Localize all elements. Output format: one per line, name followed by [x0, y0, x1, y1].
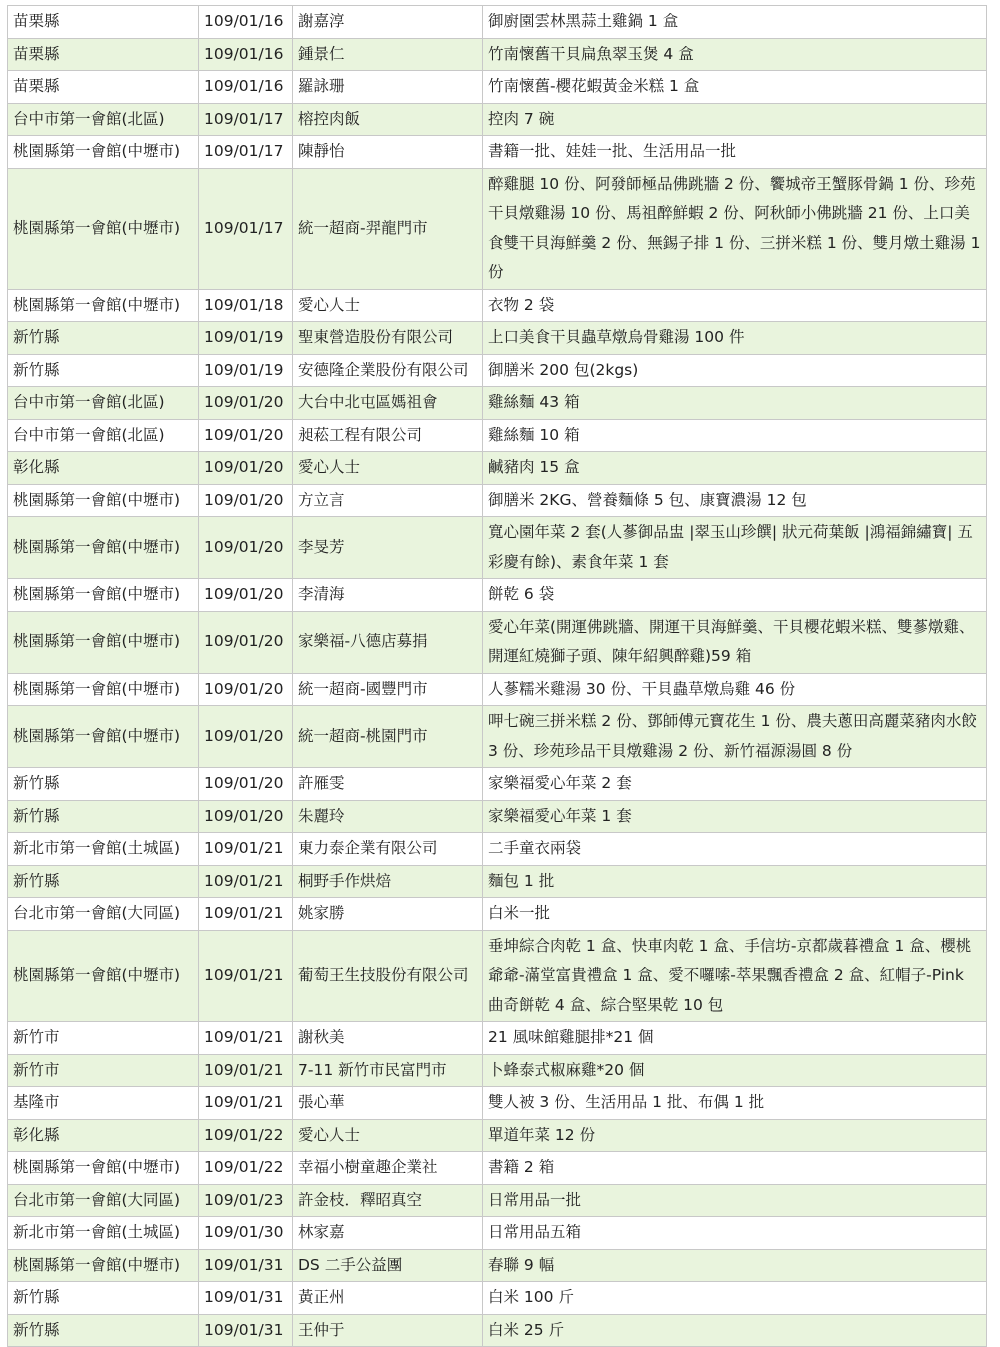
- table-row: [8, 768, 987, 801]
- donor-cell: 統一超商-羿龍門市: [293, 168, 483, 289]
- date-cell: 109/01/21: [199, 898, 293, 931]
- items-cell: 鹹豬肉 15 盒: [483, 452, 987, 485]
- location-cell: 新竹縣: [8, 354, 199, 387]
- date-cell: 109/01/20: [199, 800, 293, 833]
- date-cell: 109/01/16: [199, 71, 293, 104]
- location-cell: 桃園縣第一會館(中壢市): [8, 517, 199, 579]
- table-row: [8, 1314, 987, 1347]
- donor-cell: 安德隆企業股份有限公司: [293, 354, 483, 387]
- date-cell: 109/01/17: [199, 103, 293, 136]
- donation-table-body: [8, 6, 987, 1347]
- location-cell: 新竹縣: [8, 1282, 199, 1315]
- donor-cell: 許金枝．釋昭真空: [293, 1184, 483, 1217]
- table-row: [8, 800, 987, 833]
- table-row: [8, 452, 987, 485]
- donor-cell: 王仲于: [293, 1314, 483, 1347]
- items-cell: 單道年菜 12 份: [483, 1119, 987, 1152]
- items-cell: 春聯 9 幅: [483, 1249, 987, 1282]
- donor-cell: 大台中北屯區媽祖會: [293, 387, 483, 420]
- date-cell: 109/01/21: [199, 865, 293, 898]
- donor-cell: 陳靜怡: [293, 136, 483, 169]
- table-row: [8, 1152, 987, 1185]
- items-cell: 家樂福愛心年菜 2 套: [483, 768, 987, 801]
- date-cell: 109/01/18: [199, 289, 293, 322]
- table-row: [8, 706, 987, 768]
- location-cell: 新竹縣: [8, 322, 199, 355]
- location-cell: 台中市第一會館(北區): [8, 103, 199, 136]
- table-row: [8, 865, 987, 898]
- donor-cell: 方立言: [293, 484, 483, 517]
- items-cell: 控肉 7 碗: [483, 103, 987, 136]
- table-row: [8, 1184, 987, 1217]
- items-cell: 白米 100 斤: [483, 1282, 987, 1315]
- table-row: [8, 1249, 987, 1282]
- table-row: [8, 387, 987, 420]
- donor-cell: 昶菘工程有限公司: [293, 419, 483, 452]
- date-cell: 109/01/20: [199, 484, 293, 517]
- location-cell: 台北市第一會館(大同區): [8, 1184, 199, 1217]
- donor-cell: 幸福小樹童趣企業社: [293, 1152, 483, 1185]
- date-cell: 109/01/31: [199, 1249, 293, 1282]
- location-cell: 桃園縣第一會館(中壢市): [8, 930, 199, 1022]
- items-cell: 白米 25 斤: [483, 1314, 987, 1347]
- date-cell: 109/01/16: [199, 6, 293, 39]
- table-row: [8, 354, 987, 387]
- donor-cell: 黃正州: [293, 1282, 483, 1315]
- donor-cell: 愛心人士: [293, 452, 483, 485]
- date-cell: 109/01/17: [199, 168, 293, 289]
- table-row: [8, 1119, 987, 1152]
- donor-cell: 鍾景仁: [293, 38, 483, 71]
- table-row: [8, 484, 987, 517]
- items-cell: 卜蜂泰式椒麻雞*20 個: [483, 1054, 987, 1087]
- table-row: [8, 1022, 987, 1055]
- items-cell: 人蔘糯米雞湯 30 份、干貝蟲草燉烏雞 46 份: [483, 673, 987, 706]
- table-row: [8, 833, 987, 866]
- items-cell: 餅乾 6 袋: [483, 579, 987, 612]
- donation-table-container: [7, 5, 986, 1347]
- date-cell: 109/01/20: [199, 452, 293, 485]
- table-row: [8, 71, 987, 104]
- donor-cell: 謝嘉淳: [293, 6, 483, 39]
- location-cell: 新竹縣: [8, 865, 199, 898]
- items-cell: 呷七碗三拼米糕 2 份、鄧師傅元寶花生 1 份、農夫蔥田高麗菜豬肉水餃 3 份、珍苑珍品干貝燉雞湯 2 份、新竹福源湯圓 8 份: [483, 706, 987, 768]
- location-cell: 基隆市: [8, 1087, 199, 1120]
- items-cell: 愛心年菜(開運佛跳牆、開運干貝海鮮羹、干貝櫻花蝦米糕、雙蔘燉雞、開運紅燒獅子頭、陳年紹興醉雞)59 箱: [483, 611, 987, 673]
- donor-cell: 葡萄王生技股份有限公司: [293, 930, 483, 1022]
- donor-cell: 桐野手作烘焙: [293, 865, 483, 898]
- location-cell: 桃園縣第一會館(中壢市): [8, 484, 199, 517]
- table-row: [8, 38, 987, 71]
- location-cell: 新竹縣: [8, 800, 199, 833]
- donor-cell: 家樂福-八德店募捐: [293, 611, 483, 673]
- date-cell: 109/01/22: [199, 1152, 293, 1185]
- location-cell: 桃園縣第一會館(中壢市): [8, 706, 199, 768]
- table-row: [8, 579, 987, 612]
- items-cell: 白米一批: [483, 898, 987, 931]
- location-cell: 桃園縣第一會館(中壢市): [8, 579, 199, 612]
- location-cell: 桃園縣第一會館(中壢市): [8, 673, 199, 706]
- items-cell: 日常用品五箱: [483, 1217, 987, 1250]
- items-cell: 垂坤綜合肉乾 1 盒、快車肉乾 1 盒、手信坊-京都歲暮禮盒 1 盒、櫻桃爺爺-滿堂富貴禮盒 1 盒、愛不囉嗦-萃果飄香禮盒 2 盒、紅帽子-Pink 曲奇餅乾 4 盒、綜合堅果乾 10 包: [483, 930, 987, 1022]
- location-cell: 新北市第一會館(土城區): [8, 833, 199, 866]
- date-cell: 109/01/20: [199, 419, 293, 452]
- location-cell: 桃園縣第一會館(中壢市): [8, 1152, 199, 1185]
- donor-cell: 羅詠珊: [293, 71, 483, 104]
- location-cell: 台北市第一會館(大同區): [8, 898, 199, 931]
- location-cell: 桃園縣第一會館(中壢市): [8, 136, 199, 169]
- donor-cell: 朱麗玲: [293, 800, 483, 833]
- location-cell: 桃園縣第一會館(中壢市): [8, 1249, 199, 1282]
- table-row: [8, 1282, 987, 1315]
- table-row: [8, 419, 987, 452]
- donor-cell: 東力泰企業有限公司: [293, 833, 483, 866]
- donor-cell: 愛心人士: [293, 1119, 483, 1152]
- location-cell: 桃園縣第一會館(中壢市): [8, 611, 199, 673]
- date-cell: 109/01/17: [199, 136, 293, 169]
- table-row: [8, 136, 987, 169]
- date-cell: 109/01/23: [199, 1184, 293, 1217]
- date-cell: 109/01/20: [199, 579, 293, 612]
- items-cell: 書籍一批、娃娃一批、生活用品一批: [483, 136, 987, 169]
- date-cell: 109/01/20: [199, 611, 293, 673]
- donation-table: [7, 5, 987, 1347]
- items-cell: 上口美食干貝蟲草燉烏骨雞湯 100 件: [483, 322, 987, 355]
- table-row: [8, 930, 987, 1022]
- table-row: [8, 517, 987, 579]
- table-row: [8, 1217, 987, 1250]
- items-cell: 醉雞腿 10 份、阿發師極品佛跳牆 2 份、饗城帝王蟹豚骨鍋 1 份、珍苑干貝燉雞湯 10 份、馬祖醉鮮蝦 2 份、阿秋師小佛跳牆 21 份、上口美食雙干貝海鮮羹 2 份、無錫子排 1 份、三拼米糕 1 份、雙月燉土雞湯 1 份: [483, 168, 987, 289]
- donor-cell: 許雁雯: [293, 768, 483, 801]
- items-cell: 書籍 2 箱: [483, 1152, 987, 1185]
- table-row: [8, 289, 987, 322]
- location-cell: 桃園縣第一會館(中壢市): [8, 168, 199, 289]
- date-cell: 109/01/19: [199, 354, 293, 387]
- date-cell: 109/01/20: [199, 768, 293, 801]
- items-cell: 竹南懷舊-櫻花蝦黃金米糕 1 盒: [483, 71, 987, 104]
- items-cell: 二手童衣兩袋: [483, 833, 987, 866]
- donor-cell: 愛心人士: [293, 289, 483, 322]
- items-cell: 衣物 2 袋: [483, 289, 987, 322]
- location-cell: 台中市第一會館(北區): [8, 387, 199, 420]
- table-row: [8, 898, 987, 931]
- date-cell: 109/01/19: [199, 322, 293, 355]
- date-cell: 109/01/21: [199, 1022, 293, 1055]
- donor-cell: 7-11 新竹市民富門市: [293, 1054, 483, 1087]
- donor-cell: 李旻芳: [293, 517, 483, 579]
- date-cell: 109/01/22: [199, 1119, 293, 1152]
- location-cell: 苗栗縣: [8, 38, 199, 71]
- location-cell: 台中市第一會館(北區): [8, 419, 199, 452]
- location-cell: 新北市第一會館(土城區): [8, 1217, 199, 1250]
- location-cell: 桃園縣第一會館(中壢市): [8, 289, 199, 322]
- date-cell: 109/01/16: [199, 38, 293, 71]
- table-row: [8, 103, 987, 136]
- donor-cell: 李清海: [293, 579, 483, 612]
- items-cell: 竹南懷舊干貝扁魚翠玉煲 4 盒: [483, 38, 987, 71]
- donor-cell: 統一超商-桃園門市: [293, 706, 483, 768]
- items-cell: 麵包 1 批: [483, 865, 987, 898]
- location-cell: 新竹縣: [8, 768, 199, 801]
- donor-cell: 姚家勝: [293, 898, 483, 931]
- donor-cell: 林家嘉: [293, 1217, 483, 1250]
- items-cell: 寬心園年菜 2 套(人蔘御品盅 |翠玉山珍饌| 狀元荷葉飯 |鴻福錦繡寶| 五彩慶有餘)、素食年菜 1 套: [483, 517, 987, 579]
- location-cell: 新竹縣: [8, 1314, 199, 1347]
- table-row: [8, 322, 987, 355]
- date-cell: 109/01/21: [199, 1054, 293, 1087]
- date-cell: 109/01/31: [199, 1314, 293, 1347]
- items-cell: 家樂福愛心年菜 1 套: [483, 800, 987, 833]
- date-cell: 109/01/20: [199, 706, 293, 768]
- location-cell: 新竹市: [8, 1054, 199, 1087]
- items-cell: 雞絲麵 10 箱: [483, 419, 987, 452]
- table-row: [8, 611, 987, 673]
- date-cell: 109/01/20: [199, 387, 293, 420]
- items-cell: 御膳米 200 包(2kgs): [483, 354, 987, 387]
- date-cell: 109/01/21: [199, 833, 293, 866]
- table-row: [8, 673, 987, 706]
- date-cell: 109/01/21: [199, 1087, 293, 1120]
- table-row: [8, 1087, 987, 1120]
- date-cell: 109/01/30: [199, 1217, 293, 1250]
- items-cell: 雙人被 3 份、生活用品 1 批、布偶 1 批: [483, 1087, 987, 1120]
- date-cell: 109/01/20: [199, 517, 293, 579]
- items-cell: 日常用品一批: [483, 1184, 987, 1217]
- table-row: [8, 6, 987, 39]
- donor-cell: 統一超商-國豐門市: [293, 673, 483, 706]
- table-row: [8, 1054, 987, 1087]
- date-cell: 109/01/31: [199, 1282, 293, 1315]
- location-cell: 苗栗縣: [8, 71, 199, 104]
- location-cell: 苗栗縣: [8, 6, 199, 39]
- table-row: [8, 168, 987, 289]
- donor-cell: 張心華: [293, 1087, 483, 1120]
- date-cell: 109/01/21: [199, 930, 293, 1022]
- donor-cell: 榕控肉飯: [293, 103, 483, 136]
- donor-cell: DS 二手公益團: [293, 1249, 483, 1282]
- donor-cell: 聖東營造股份有限公司: [293, 322, 483, 355]
- items-cell: 御膳米 2KG、營養麵條 5 包、康寶濃湯 12 包: [483, 484, 987, 517]
- items-cell: 21 風味館雞腿排*21 個: [483, 1022, 987, 1055]
- location-cell: 彰化縣: [8, 452, 199, 485]
- items-cell: 雞絲麵 43 箱: [483, 387, 987, 420]
- location-cell: 新竹市: [8, 1022, 199, 1055]
- items-cell: 御廚園雲林黑蒜土雞鍋 1 盒: [483, 6, 987, 39]
- date-cell: 109/01/20: [199, 673, 293, 706]
- donor-cell: 謝秋美: [293, 1022, 483, 1055]
- location-cell: 彰化縣: [8, 1119, 199, 1152]
